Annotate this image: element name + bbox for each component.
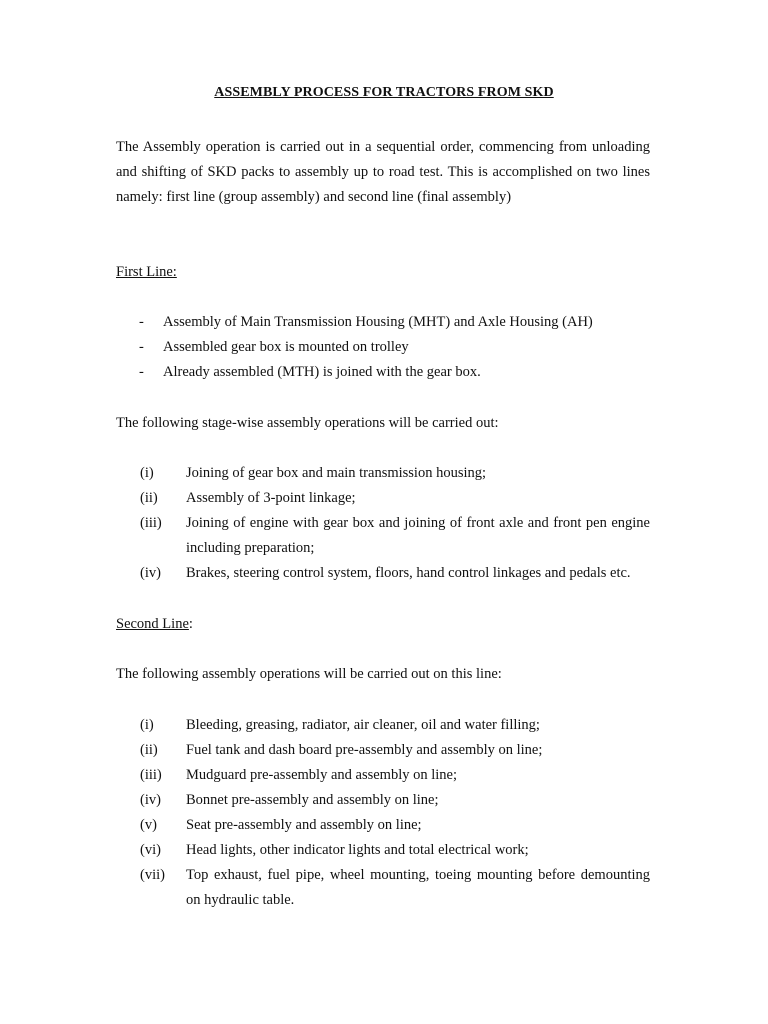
list-item	[0, 788, 650, 813]
list-item	[0, 763, 650, 788]
step-number: (iii)	[140, 515, 162, 531]
bullet-text: Already assembled (MTH) is joined with the gear box.	[163, 364, 481, 380]
list-item	[0, 511, 650, 561]
step-number: (iv)	[140, 792, 161, 808]
step-number: (i)	[140, 465, 154, 481]
step-text: Assembly of 3-point linkage;	[186, 490, 356, 506]
list-item	[0, 461, 650, 486]
list-item	[0, 486, 650, 511]
document-title: ASSEMBLY PROCESS FOR TRACTORS FROM SKD	[214, 85, 554, 100]
step-number: (iii)	[140, 767, 162, 783]
step-number: (vi)	[140, 842, 161, 858]
first-line-steps-intro: The following stage-wise assembly operations will be carried out:	[116, 415, 499, 431]
step-number: (ii)	[140, 490, 158, 506]
step-text: Mudguard pre-assembly and assembly on line;	[186, 767, 458, 783]
second-line-heading-colon: :	[188, 616, 193, 632]
list-item	[0, 713, 650, 738]
step-text: Top exhaust, fuel pipe, wheel mounting, toeing mounting before demounting on hydraulic table.	[186, 867, 650, 908]
step-number: (i)	[140, 717, 154, 733]
list-item	[0, 863, 650, 913]
step-number: (vii)	[140, 867, 165, 883]
list-item	[0, 838, 650, 863]
bullet-text: Assembled gear box is mounted on trolley	[163, 339, 409, 355]
bullet-dash: -	[139, 339, 144, 355]
step-number: (iv)	[140, 565, 161, 581]
step-text: Fuel tank and dash board pre-assembly and assembly on line;	[186, 742, 543, 758]
bullet-dash: -	[139, 314, 144, 330]
step-text: Joining of gear box and main transmission housing;	[186, 465, 487, 481]
list-item	[0, 813, 650, 838]
step-text: Seat pre-assembly and assembly on line;	[186, 817, 422, 833]
second-line-heading: Second Line	[116, 616, 189, 632]
second-line-steps-intro: The following assembly operations will be carried out on this line:	[116, 666, 502, 682]
bullet-dash: -	[139, 364, 144, 380]
bullet-text: Assembly of Main Transmission Housing (MHT) and Axle Housing (AH)	[163, 314, 593, 330]
step-text: Head lights, other indicator lights and total electrical work;	[186, 842, 529, 858]
first-line-steps-list	[0, 461, 650, 586]
second-line-steps-list	[0, 713, 650, 913]
step-number: (v)	[140, 817, 157, 833]
list-item	[0, 738, 650, 763]
step-number: (ii)	[140, 742, 158, 758]
step-text: Bleeding, greasing, radiator, air cleaner, oil and water filling;	[186, 717, 540, 733]
step-text: Bonnet pre-assembly and assembly on line;	[186, 792, 439, 808]
step-text: Joining of engine with gear box and joining of front axle and front pen engine including preparation;	[186, 515, 650, 556]
list-item	[0, 561, 650, 586]
step-text: Brakes, steering control system, floors, hand control linkages and pedals etc.	[186, 565, 631, 581]
first-line-heading: First Line:	[116, 264, 177, 280]
intro-paragraph: The Assembly operation is carried out in a sequential order, commencing from unloading and shifting of SKD packs to assembly up to road test. This is accomplished on two lines namely: first line (group assembly) and second line (final assembly)	[116, 139, 650, 205]
second-line-heading-wrap	[116, 612, 193, 637]
